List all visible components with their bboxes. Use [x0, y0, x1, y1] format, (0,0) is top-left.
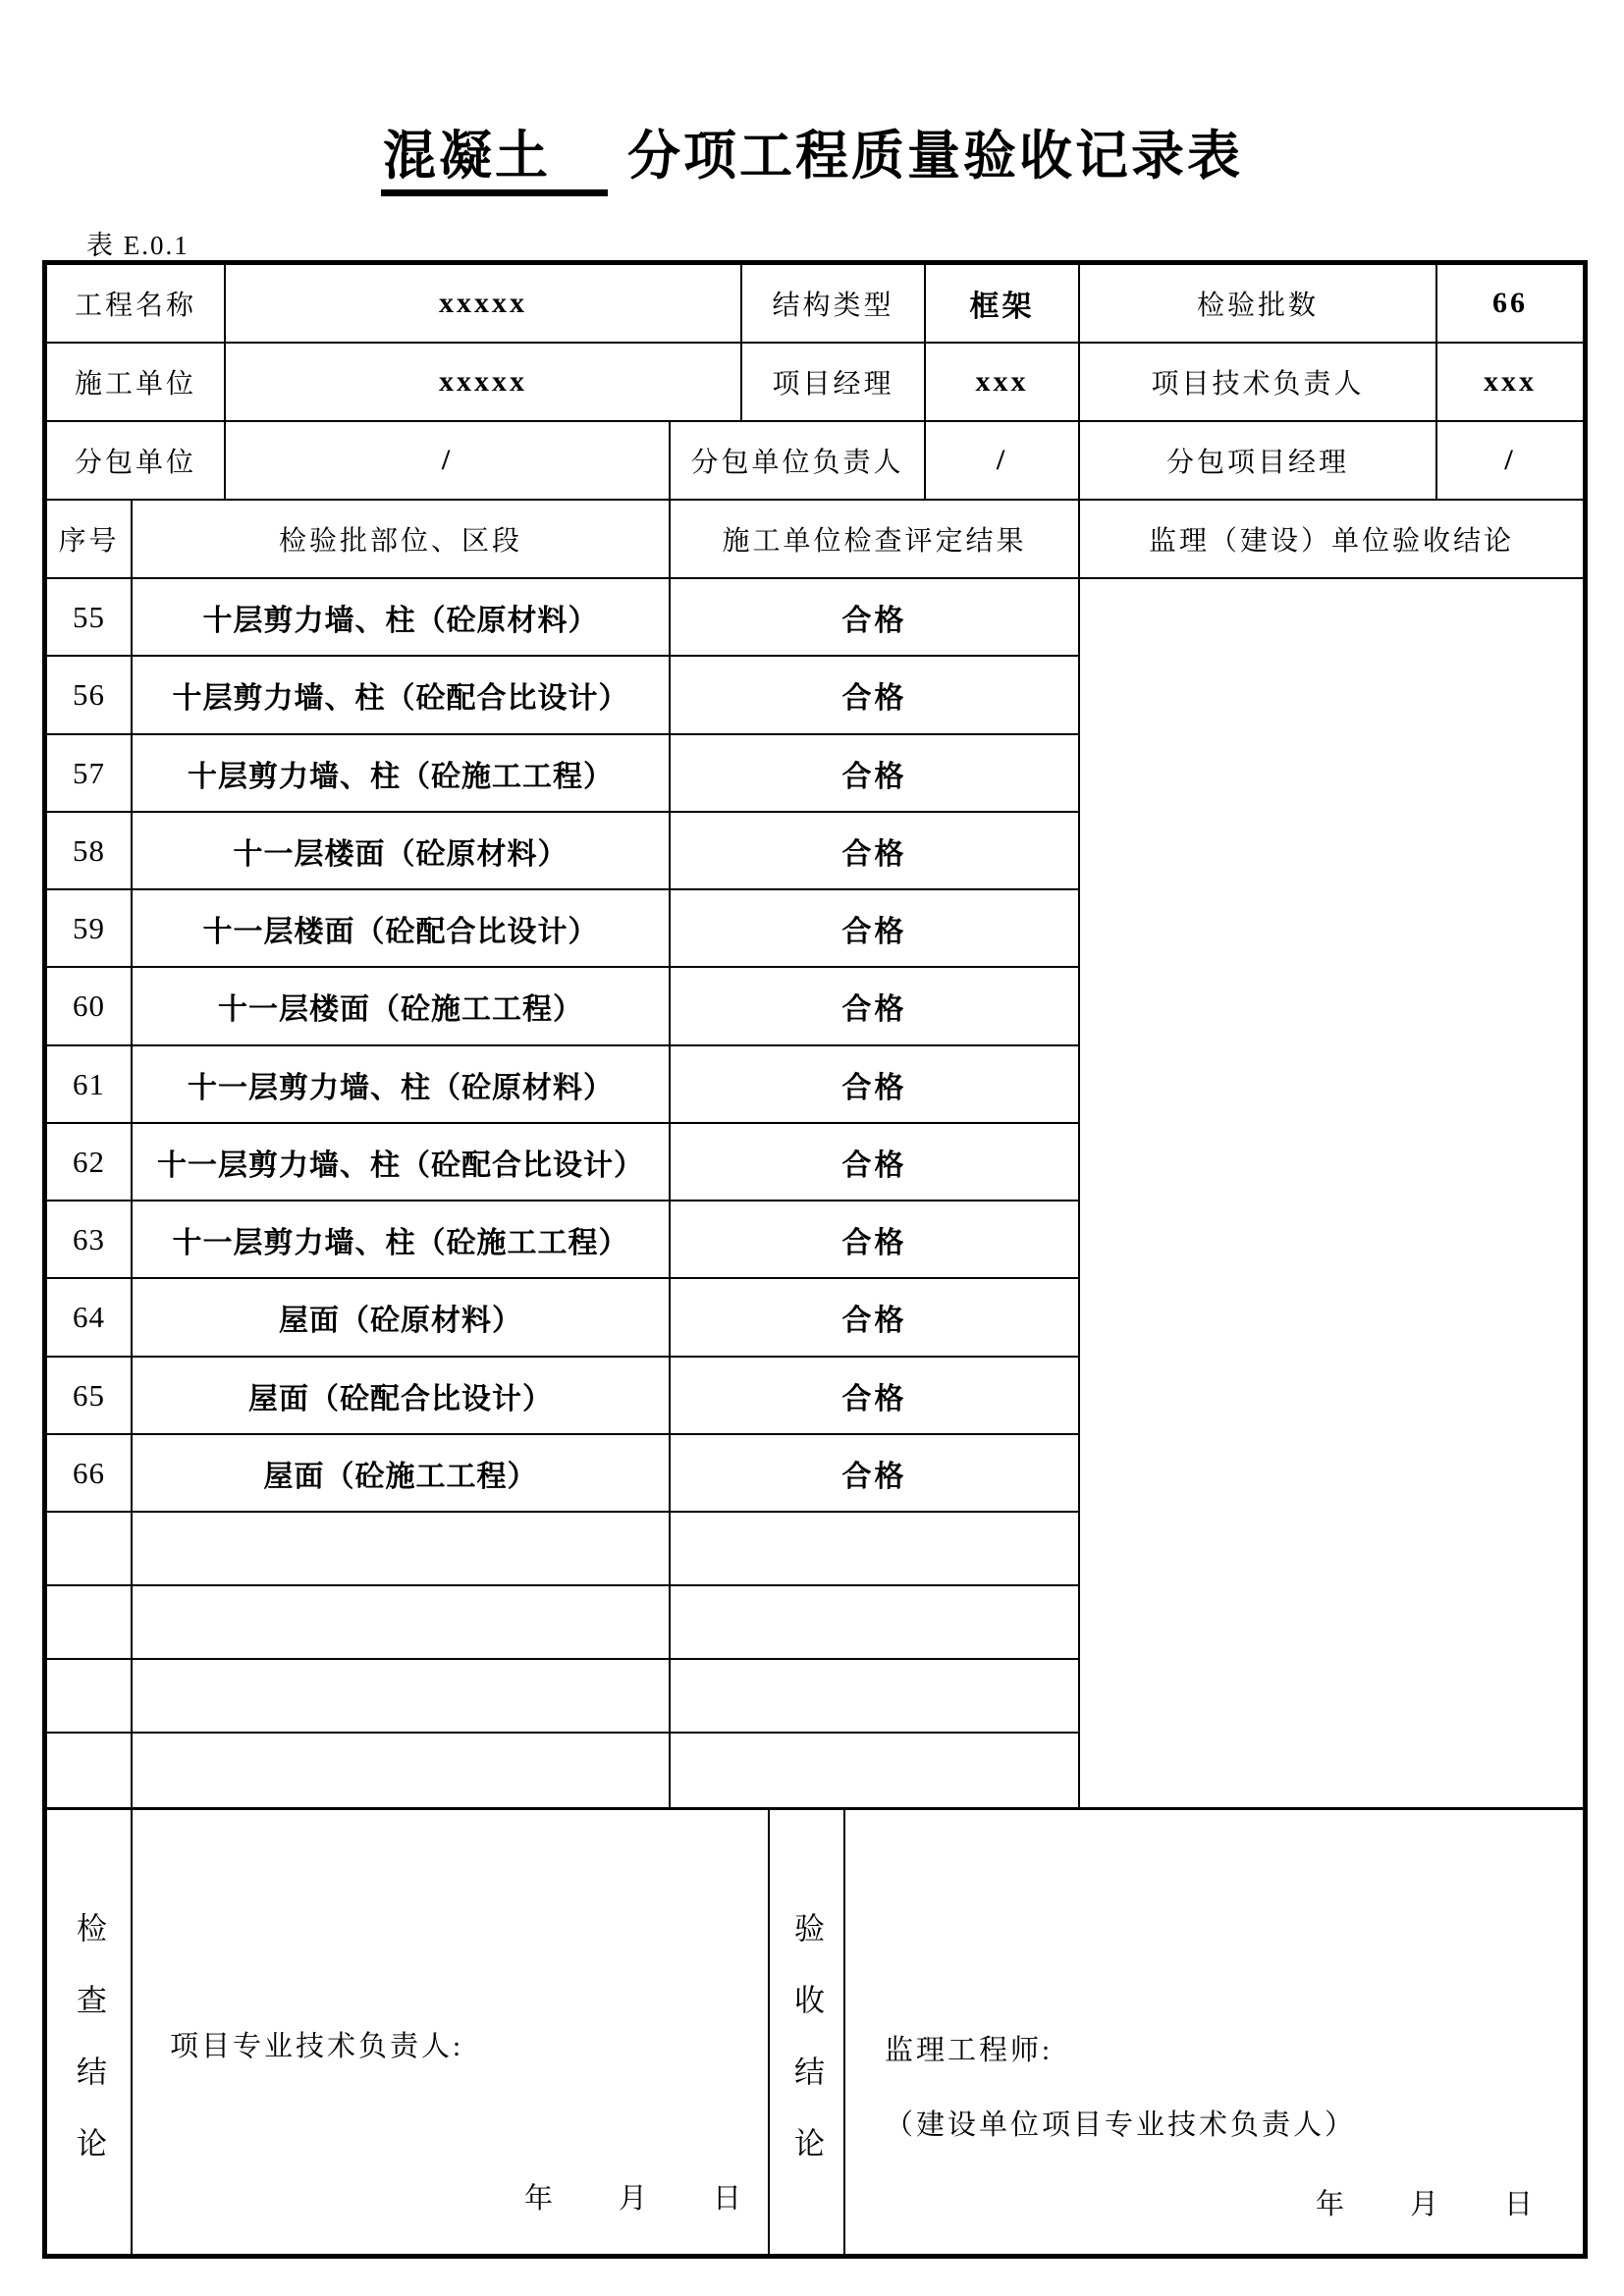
- cell-location: 屋面（砼配合比设计）: [133, 1358, 671, 1433]
- cell-location: 十层剪力墙、柱（砼施工工程）: [133, 735, 671, 811]
- empty-row: [47, 1586, 1080, 1660]
- cell-no: 61: [47, 1046, 133, 1122]
- cell-no: 65: [47, 1358, 133, 1433]
- check-conclusion-cell: [133, 1810, 770, 2254]
- technical-director-label: 项目技术负责人: [1080, 344, 1437, 420]
- cell-location: 屋面（砼施工工程）: [133, 1435, 671, 1511]
- contractor-value: xxxxx: [226, 344, 742, 420]
- empty-row: [47, 1734, 1080, 1807]
- cell-result: 合格: [671, 1201, 1080, 1277]
- project-manager-label: 项目经理: [742, 344, 926, 420]
- cell-result: 合格: [671, 1124, 1080, 1200]
- data-row: [47, 579, 1080, 657]
- info-row-contractor: [47, 344, 1583, 422]
- footer-section: [47, 1807, 1583, 2254]
- subcontractor-value: /: [226, 422, 671, 499]
- technical-director-value: xxx: [1484, 365, 1537, 398]
- subcontract-pm-label: 分包项目经理: [1080, 422, 1437, 499]
- cell-result: [671, 1734, 1080, 1807]
- cell-location: [133, 1660, 671, 1732]
- cell-location: [133, 1734, 671, 1807]
- project-name-label: 工程名称: [47, 265, 226, 342]
- cell-result: 合格: [671, 1279, 1080, 1356]
- cell-result: 合格: [671, 657, 1080, 733]
- check-date-line: 年 月 日: [523, 2183, 744, 2215]
- subcontractor-head-value: /: [926, 422, 1080, 499]
- cell-no: 57: [47, 735, 133, 811]
- check-conclusion-label: 检查结论: [72, 1912, 106, 2199]
- cell-location: 十一层楼面（砼配合比设计）: [133, 890, 671, 966]
- cell-location: [133, 1586, 671, 1658]
- cell-no: 63: [47, 1201, 133, 1277]
- title-text: 分项工程质量验收记录表: [627, 127, 1243, 186]
- cell-location: 十层剪力墙、柱（砼配合比设计）: [133, 657, 671, 733]
- cell-no: 66: [47, 1435, 133, 1511]
- empty-row: [47, 1660, 1080, 1734]
- subcontract-pm-value: /: [1504, 444, 1516, 476]
- contractor-label: 施工单位: [47, 344, 226, 420]
- title-fill-in-blank: 混凝土: [381, 127, 608, 196]
- cell-location: 十一层剪力墙、柱（砼原材料）: [133, 1046, 671, 1122]
- cell-no: [47, 1734, 133, 1807]
- accept-conclusion-label-cell: [770, 1810, 845, 2254]
- info-row-subcontractor: [47, 422, 1583, 501]
- cell-no: 56: [47, 657, 133, 733]
- cell-no: [47, 1513, 133, 1584]
- cell-no: [47, 1660, 133, 1732]
- data-row: [47, 1201, 1080, 1279]
- cell-no: 60: [47, 968, 133, 1044]
- cell-result: 合格: [671, 735, 1080, 811]
- accept-signer-line: 监理工程师:: [885, 2035, 1054, 2066]
- header-cell-conclusion: 监理（建设）单位验收结论: [1148, 526, 1514, 557]
- info-row-project: [47, 265, 1583, 344]
- accept-signer-note: （建设单位项目专业技术负责人）: [885, 2109, 1357, 2141]
- cell-result: 合格: [671, 890, 1080, 966]
- cell-location: [133, 1513, 671, 1584]
- empty-row: [47, 1513, 1080, 1586]
- data-row: [47, 1279, 1080, 1358]
- table-number-label: 表 E.0.1: [86, 231, 189, 260]
- cell-location: 屋面（砼原材料）: [133, 1279, 671, 1356]
- cell-result: 合格: [671, 813, 1080, 888]
- header-cell-result: 施工单位检查评定结果: [671, 501, 1080, 577]
- cell-location: 十一层楼面（砼施工工程）: [133, 968, 671, 1044]
- cell-location: 十一层剪力墙、柱（砼配合比设计）: [133, 1124, 671, 1200]
- page-title: [0, 114, 1624, 189]
- project-name-value: xxxxx: [226, 265, 742, 342]
- batch-count-value: 66: [1492, 287, 1528, 319]
- accept-conclusion-cell: [845, 1810, 1583, 2254]
- subcontractor-label: 分包单位: [47, 422, 226, 499]
- cell-no: 55: [47, 579, 133, 655]
- cell-location: 十一层楼面（砼原材料）: [133, 813, 671, 888]
- table-header-row: [47, 501, 1583, 579]
- data-row: [47, 813, 1080, 890]
- cell-result: 合格: [671, 968, 1080, 1044]
- structure-type-label: 结构类型: [742, 265, 926, 342]
- data-row: [47, 1046, 1080, 1124]
- header-cell-location: 检验批部位、区段: [133, 501, 671, 577]
- batch-count-label: 检验批数: [1080, 265, 1437, 342]
- cell-result: 合格: [671, 1358, 1080, 1433]
- cell-no: 59: [47, 890, 133, 966]
- cell-location: 十一层剪力墙、柱（砼施工工程）: [133, 1201, 671, 1277]
- cell-result: 合格: [671, 1435, 1080, 1511]
- check-signer-line: 项目专业技术负责人:: [170, 2031, 464, 2062]
- cell-result: [671, 1513, 1080, 1584]
- data-row: [47, 890, 1080, 968]
- cell-result: [671, 1660, 1080, 1732]
- data-row: [47, 735, 1080, 813]
- data-row: [47, 1358, 1080, 1435]
- cell-result: 合格: [671, 1046, 1080, 1122]
- cell-location: 十层剪力墙、柱（砼原材料）: [133, 579, 671, 655]
- subcontractor-head-label: 分包单位负责人: [671, 422, 926, 499]
- cell-no: 58: [47, 813, 133, 888]
- cell-no: 62: [47, 1124, 133, 1200]
- header-cell-no: 序号: [47, 501, 133, 577]
- cell-result: [671, 1586, 1080, 1658]
- data-row: [47, 657, 1080, 735]
- supervisor-conclusion-cell: [1082, 581, 1581, 1805]
- data-row: [47, 968, 1080, 1046]
- data-row: [47, 1124, 1080, 1201]
- accept-conclusion-label: 验收结论: [789, 1912, 824, 2199]
- check-conclusion-label-cell: [47, 1810, 133, 2254]
- structure-type-value: 框架: [926, 265, 1080, 342]
- data-row: [47, 1435, 1080, 1513]
- cell-result: 合格: [671, 579, 1080, 655]
- project-manager-value: xxx: [926, 344, 1080, 420]
- accept-date-line: 年 月 日: [1315, 2189, 1536, 2220]
- cell-no: 64: [47, 1279, 133, 1356]
- cell-no: [47, 1586, 133, 1658]
